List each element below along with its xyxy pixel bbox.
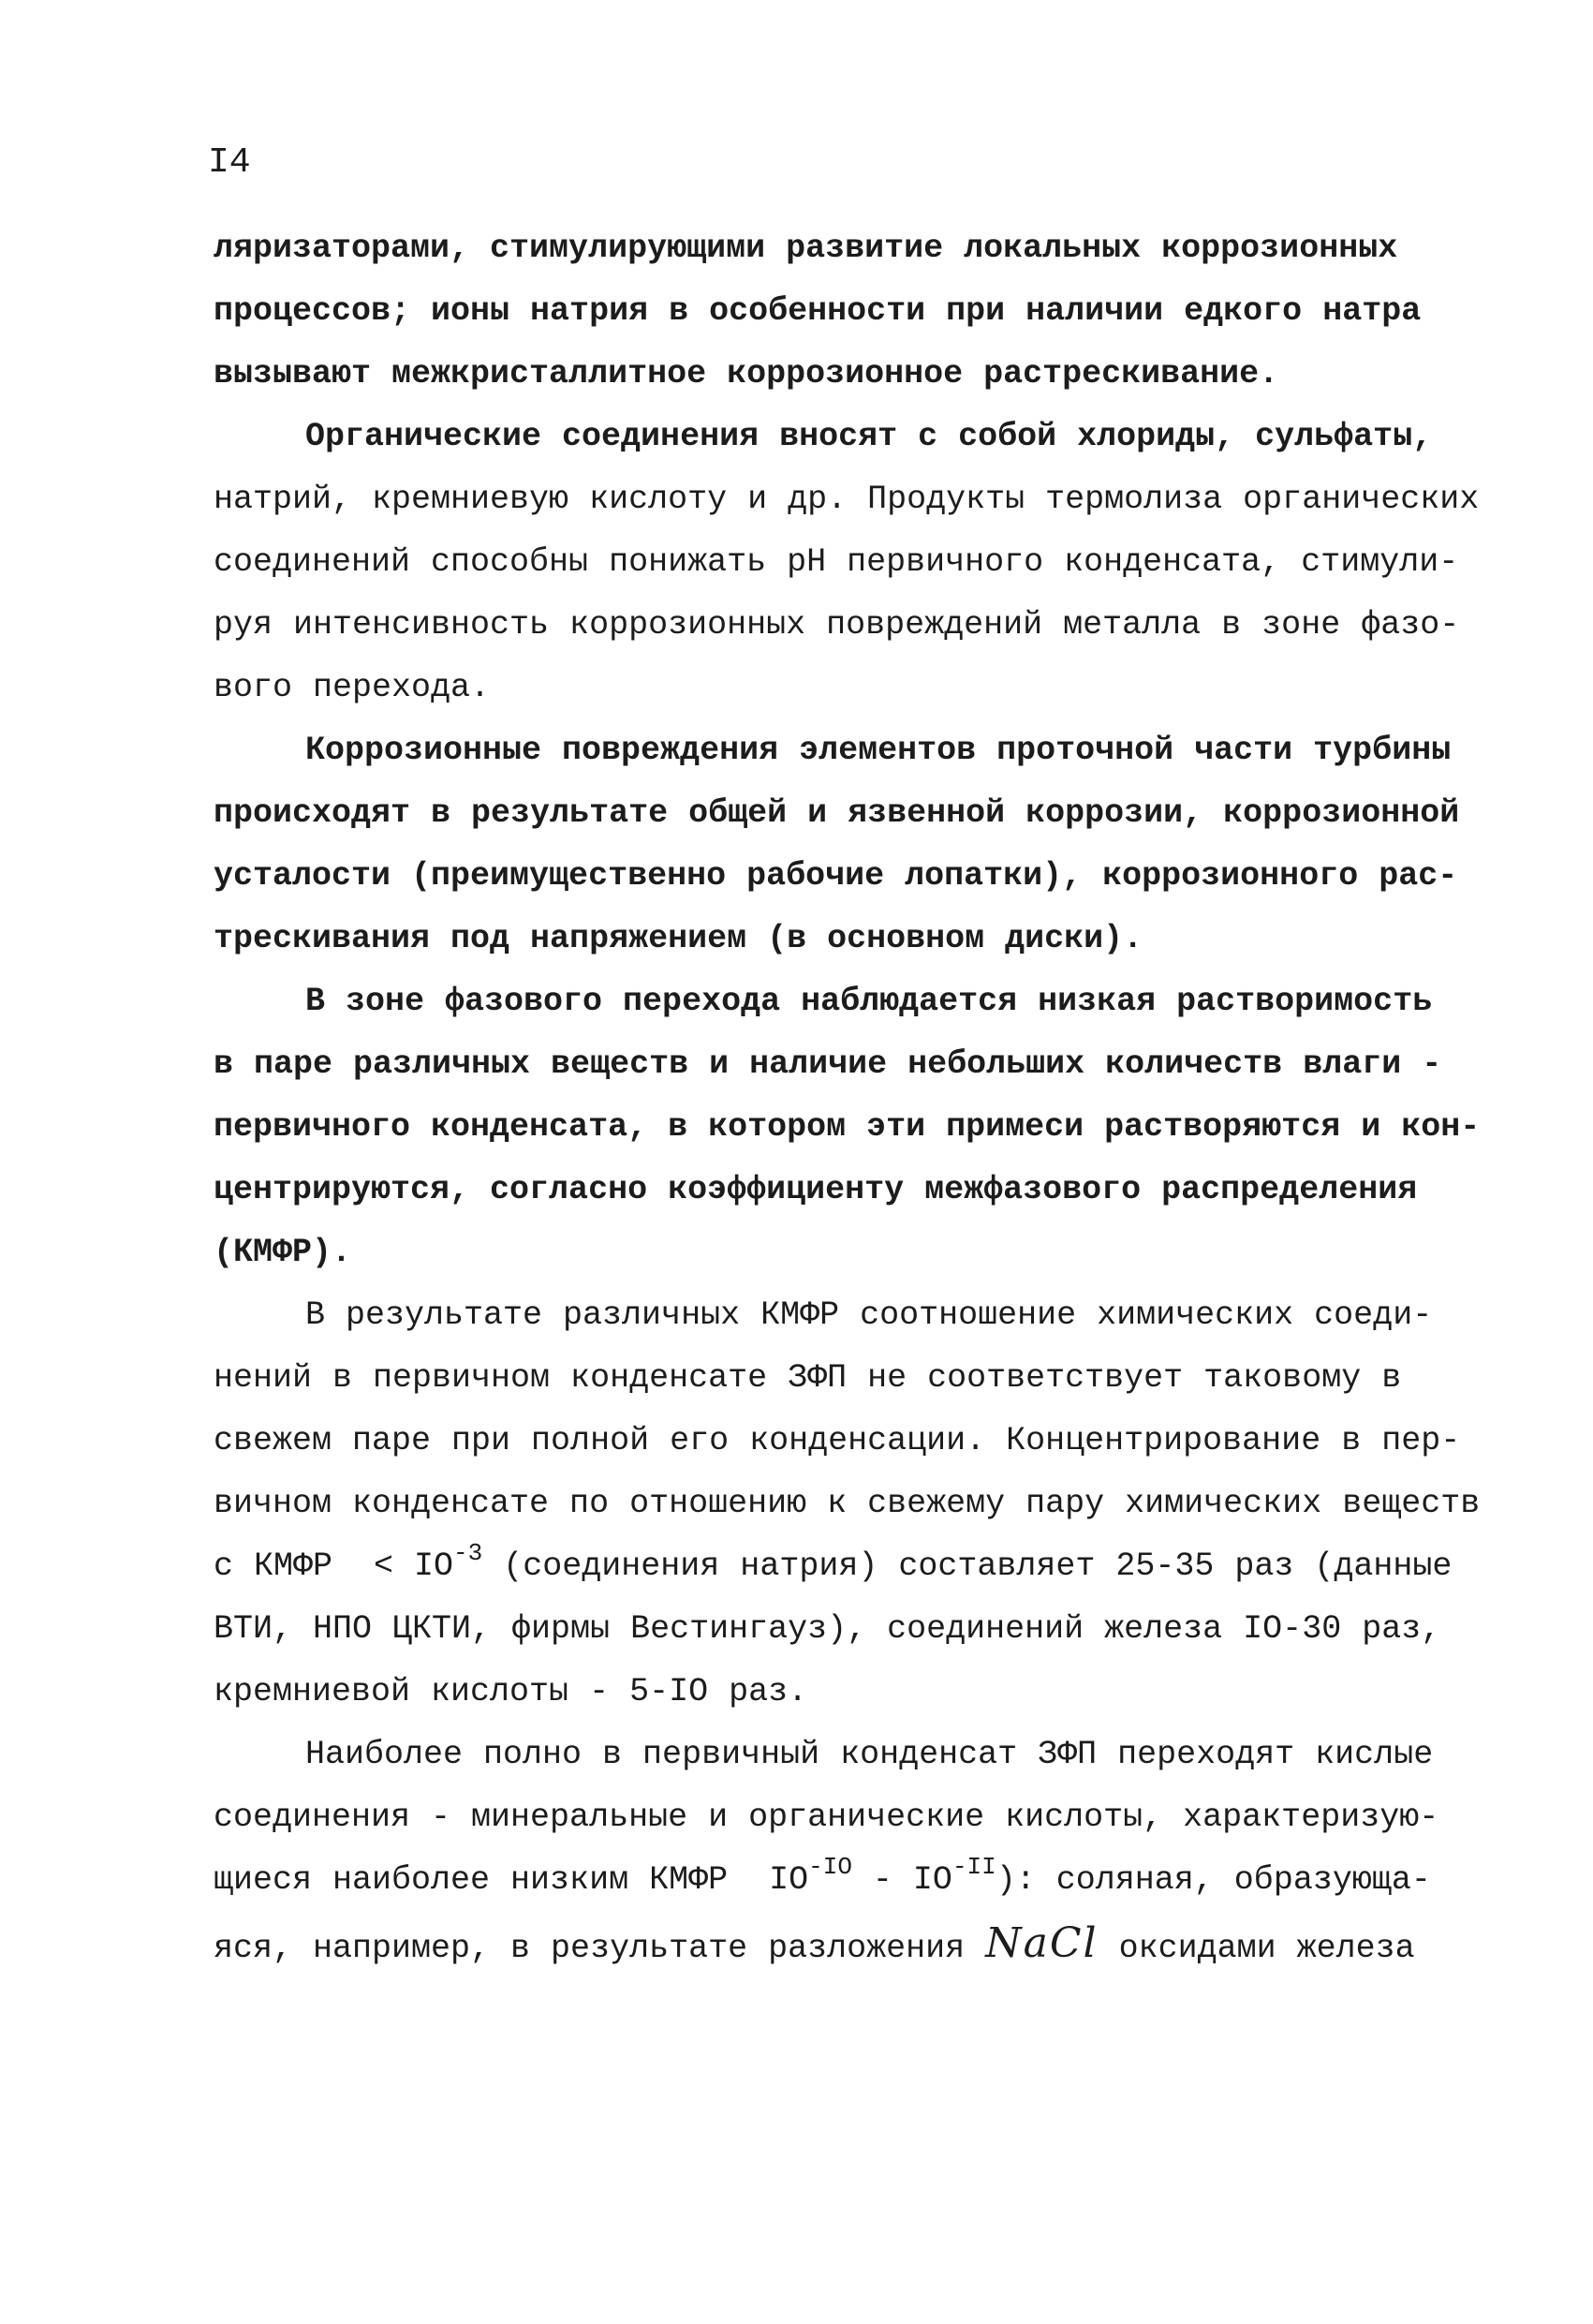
text-line: усталости (преимущественно рабочие лопатки), коррозионного рас- xyxy=(214,857,1458,895)
text-line-kmfr xyxy=(214,1535,1453,1598)
text-segment: ): соляная, образующа- xyxy=(996,1861,1431,1899)
text-line: первичного конденсата, в котором эти примеси растворяются и кон- xyxy=(214,1108,1481,1146)
handwritten-formula: NaCl xyxy=(985,1919,1099,1967)
superscript-exponent: -3 xyxy=(453,1539,483,1567)
text-line: натрий, кремниевую кислоту и др. Продукты термолиза органических xyxy=(214,481,1480,518)
text-line: руя интенсивность коррозионных повреждений металла в зоне фазо- xyxy=(214,606,1460,644)
text-line: ляризаторами, стимулирующими развитие локальных коррозионных xyxy=(214,229,1398,267)
paragraph-start: Наиболее полно в первичный конденсат ЗФП переходят кислые xyxy=(305,1736,1434,1773)
text-line: кремниевой кислоты - 5-IO раз. xyxy=(214,1673,808,1710)
paragraph-start: Коррозионные повреждения элементов проточной части турбины xyxy=(305,732,1452,769)
text-line: происходят в результате общей и язвенной коррозии, коррозионной xyxy=(214,794,1460,832)
text-segment: (соединения натрия) составляет 25-35 раз (данные xyxy=(482,1547,1453,1585)
superscript-exponent: -IO xyxy=(808,1853,852,1881)
text-line: вызывают межкристаллитное коррозионное растрескивание. xyxy=(214,355,1279,392)
text-line: (КМФР). xyxy=(214,1234,352,1271)
text-segment: яся, например, в результате разложения xyxy=(214,1930,966,1967)
page-number: I4 xyxy=(208,142,251,183)
text-line: центрируются, согласно коэффициенту межфазового распределения xyxy=(214,1171,1418,1208)
text-segment: оксидами железа xyxy=(1118,1930,1415,1967)
text-line: соединений способны понижать pH первичного конденсата, стимули- xyxy=(214,543,1459,581)
text-line: ВТИ, НПО ЦКТИ, фирмы Вестингауз), соединений железа IO-30 раз, xyxy=(214,1610,1441,1648)
text-line: нений в первичном конденсате ЗФП не соответствует таковому в xyxy=(214,1359,1402,1397)
text-line: в паре различных веществ и наличие небольших количеств влаги - xyxy=(214,1045,1442,1083)
text-line: соединения - минеральные и органические кислоты, характеризую- xyxy=(214,1799,1439,1836)
text-line: свежем паре при полной его конденсации. Концентрирование в пер- xyxy=(214,1422,1461,1459)
text-line: вого перехода. xyxy=(214,669,491,706)
superscript-exponent: -II xyxy=(951,1853,996,1881)
paragraph-start: В результате различных КМФР соотношение химических соеди- xyxy=(305,1296,1433,1334)
text-line: трескивания под напряжением (в основном диски). xyxy=(214,920,1143,957)
text-line: процессов; ионы натрия в особенности при наличии едкого натра xyxy=(214,292,1422,330)
text-line-nacl xyxy=(214,1912,1450,1975)
document-body xyxy=(214,217,1481,1975)
paragraph-start: В зоне фазового перехода наблюдается низкая растворимость xyxy=(305,983,1433,1020)
text-line: вичном конденсате по отношению к свежему пару химических веществ xyxy=(214,1485,1481,1522)
text-segment: - IO xyxy=(851,1861,952,1899)
text-segment: щиеся наиболее низким КМФР IO xyxy=(214,1861,809,1899)
paragraph-start: Органические соединения вносят с собой хлориды, сульфаты, xyxy=(305,418,1433,455)
text-line-exponents xyxy=(214,1849,1450,1912)
text-segment: с КМФР < IO xyxy=(214,1547,454,1585)
